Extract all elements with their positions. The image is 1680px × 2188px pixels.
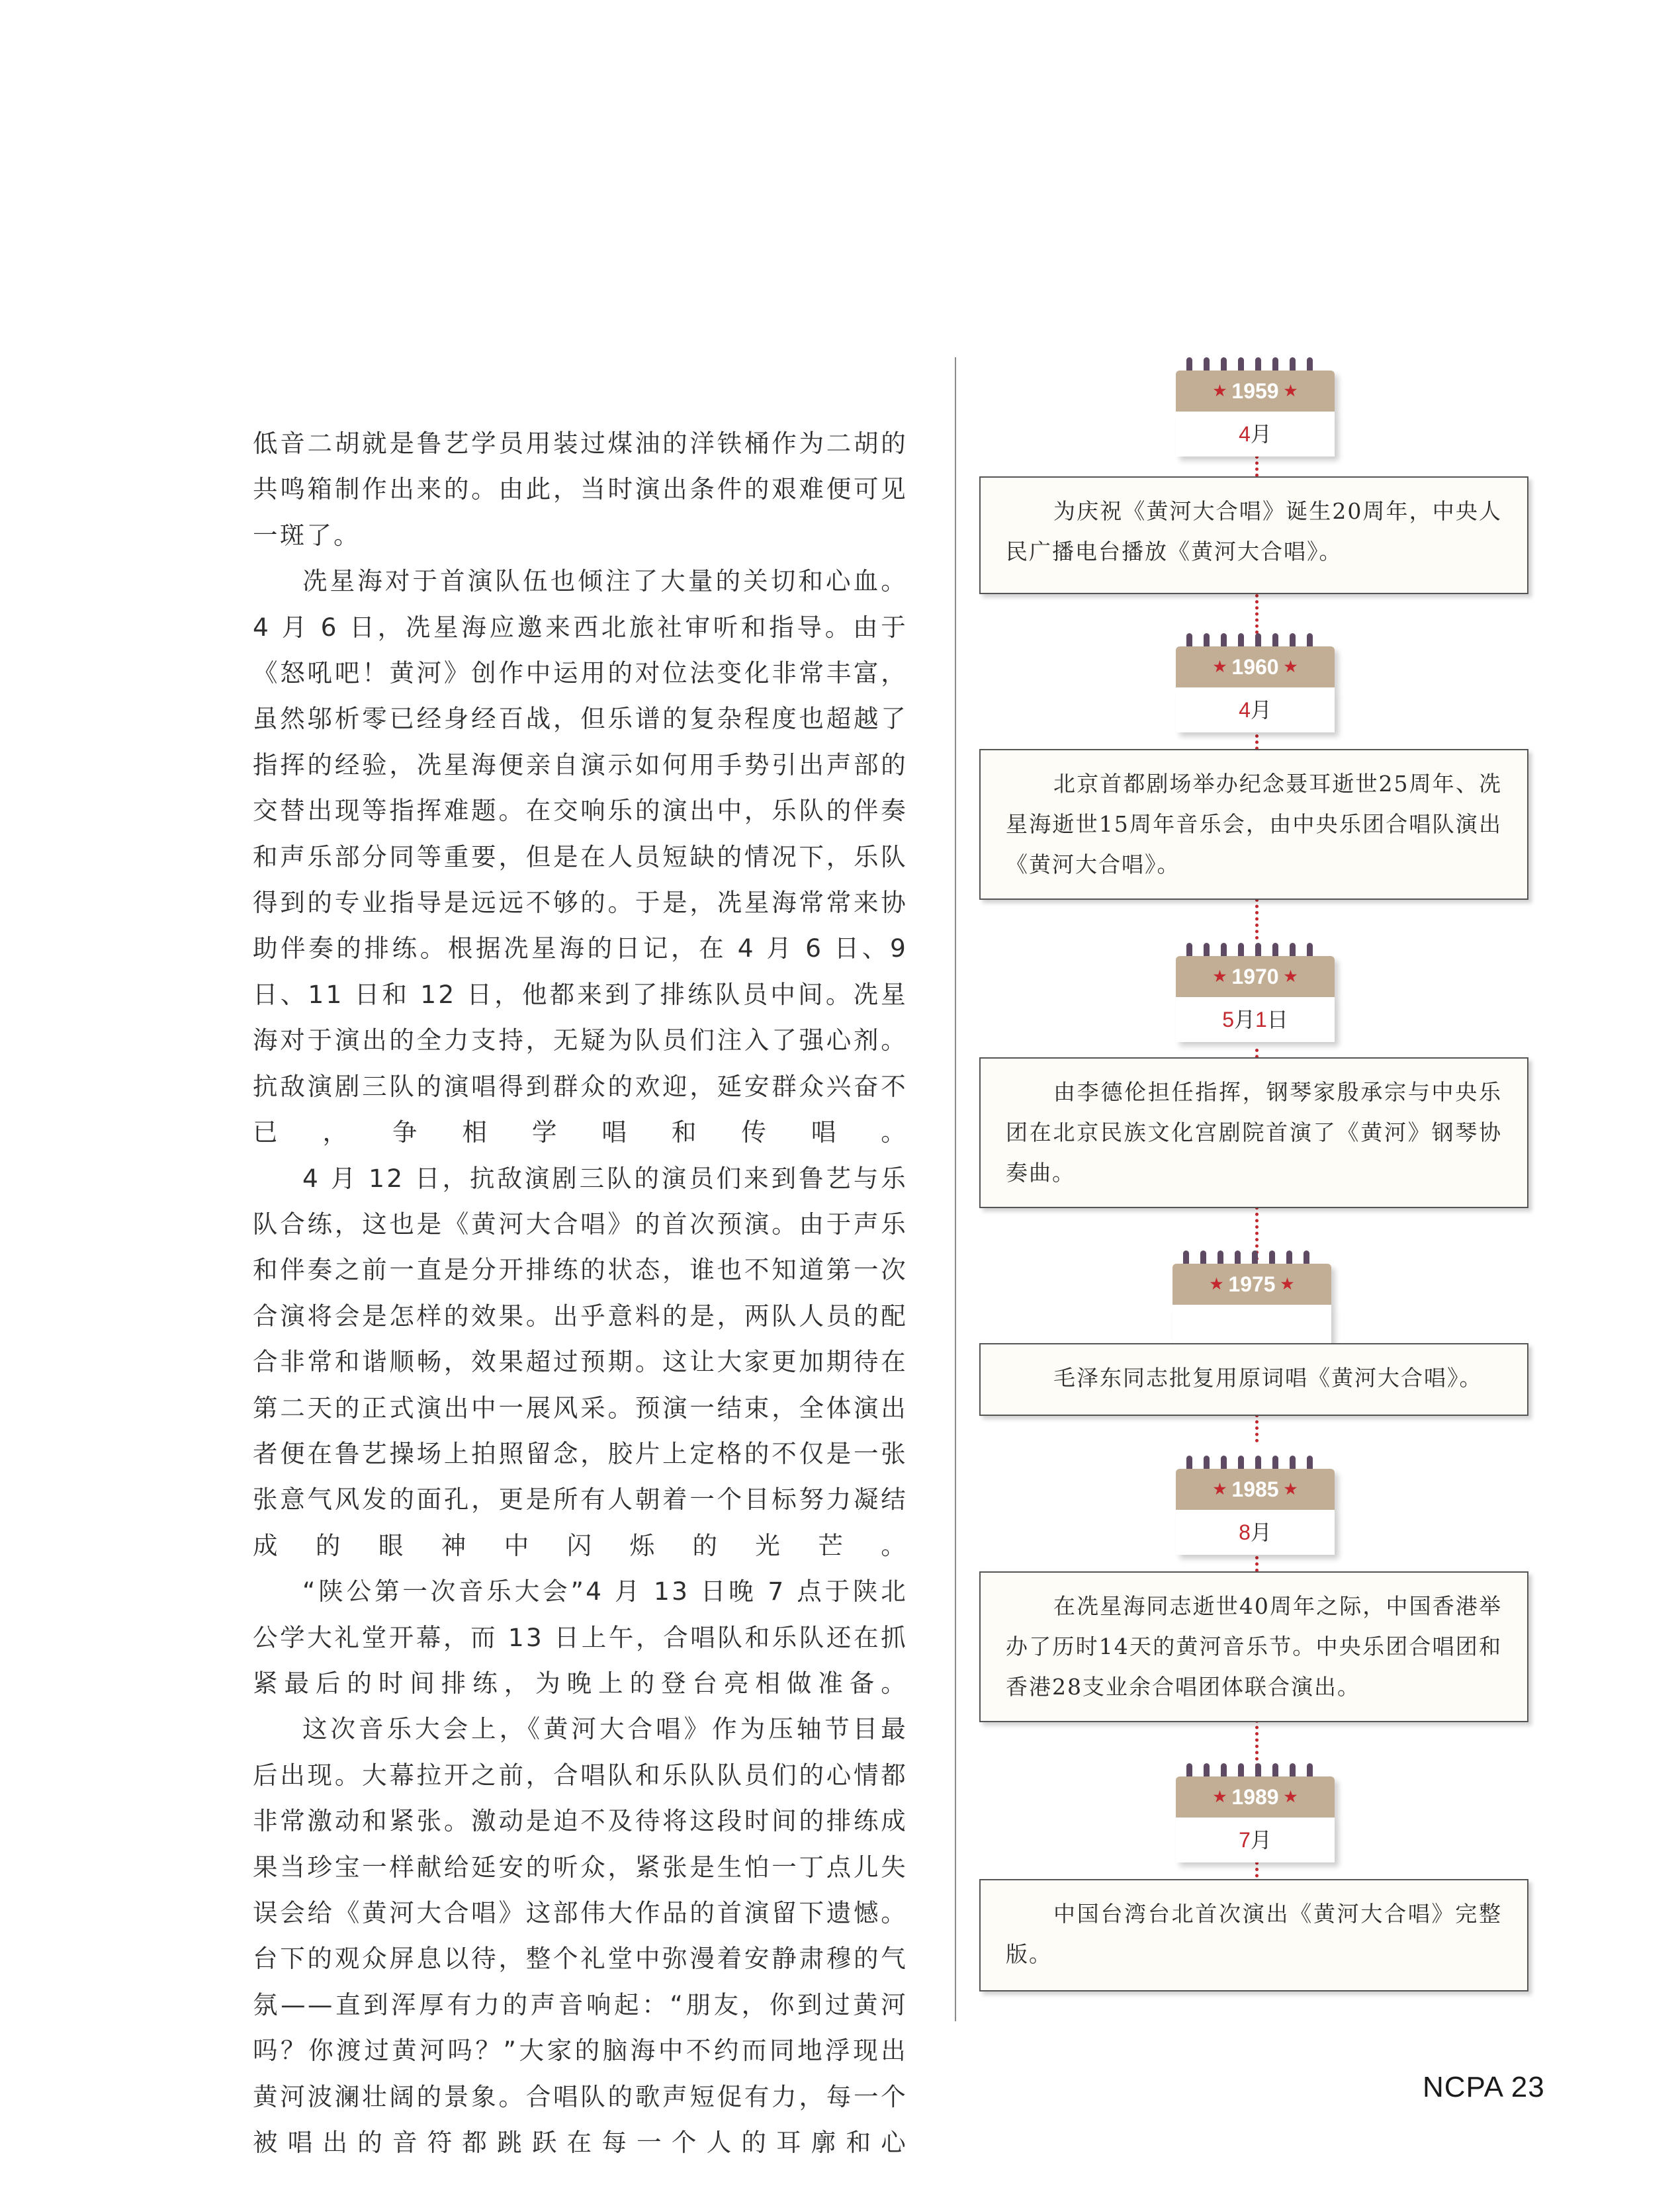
event-text: 北京首都剧场举办纪念聂耳逝世25周年、冼星海逝世15周年音乐会，由中央乐团合唱队演出《黄河大合唱》。 [1006, 771, 1502, 877]
year-label: 1960 [1231, 655, 1279, 679]
page-footer [1423, 2071, 1545, 2104]
timeline-event-box [979, 1571, 1528, 1722]
timeline-event-box [979, 1879, 1528, 1991]
timeline-event-box [979, 476, 1528, 594]
timeline: ★ 1959 ★ 4月 为庆祝《黄河大合唱》诞生20周年，中央人民广播电台播放《黄河大合唱》。 ★ 1960 ★ 4月 北京首都剧场举办纪念聂耳逝世25周年、冼星海逝世15周年音乐会，由中央乐团合唱队演出《黄河大合唱》。 ★ 1970 ★ 5月1日 由李德伦担任指挥，钢琴家殷承宗与中央乐团在北京民族文化宫剧院首演了《黄河》钢琴协奏曲。 ★ 1975 ★ 毛泽东同志批复用原词唱《黄河大合唱》。 ★ 1985 ★ 8月 在冼星海同志逝世40周年之际，中国香港举办了历时14天的黄河音乐节。中央乐团合唱团和香港28支业余合唱团体联合演出。 ★ 1989 ★ 7月 中国台湾台北首次演出《黄河大合唱》完整版。 [979, 344, 1548, 2025]
paragraph: 这次音乐大会上，《黄河大合唱》作为压轴节目最后出现。大幕拉开之前，合唱队和乐队队员们的心情都非常激动和紧张。激动是迫不及待将这段时间的排练成果当珍宝一样献给延安的听众，紧张是生怕一丁点儿失误会给《黄河大合唱》这部伟大作品的首演留下遗憾。台下的观众屏息以待，整个礼堂中弥漫着安静肃穆的气氛——直到浑厚有力的声音响起：“朋友，你到过黄河吗？你渡过黄河吗？”大家的脑海中不约而同地浮现出黄河波澜壮阔的景象。合唱队的歌声短促有力，每一个被唱出的音符都跳跃在每一个人的耳廓和心 [253, 1714, 908, 2158]
timeline-connector [1255, 594, 1259, 634]
year-label: 1959 [1231, 379, 1279, 403]
event-text: 为庆祝《黄河大合唱》诞生20周年，中央人民广播电台播放《黄河大合唱》。 [1006, 498, 1502, 564]
page-number: 23 [1511, 2071, 1545, 2103]
timeline-event-box [979, 1343, 1528, 1416]
month-number: 4 [1239, 422, 1251, 446]
month-number: 7 [1239, 1828, 1251, 1852]
year-label: 1985 [1231, 1477, 1279, 1501]
month-suffix: 月 [1250, 422, 1272, 446]
month-number: 5 [1222, 1008, 1234, 1031]
year-label: 1975 [1228, 1272, 1276, 1296]
magazine-name: NCPA [1423, 2071, 1503, 2103]
paragraph: 低音二胡就是鲁艺学员用装过煤油的洋铁桶作为二胡的共鸣箱制作出来的。由此，当时演出条件的艰难便可见一斑了。 [253, 429, 908, 550]
month-suffix: 月 [1250, 1520, 1272, 1544]
column-divider [955, 357, 956, 2021]
event-text: 中国台湾台北首次演出《黄河大合唱》完整版。 [1006, 1901, 1502, 1967]
month-suffix: 月 [1250, 698, 1272, 722]
month-number: 4 [1239, 698, 1251, 722]
paragraph: “陕公第一次音乐大会”4 月 13 日晚 7 点于陕北公学大礼堂开幕，而 13 日上午，合唱队和乐队还在抓紧最后的时间排练，为晚上的登台亮相做准备。 [253, 1577, 908, 1698]
year-label: 1989 [1231, 1785, 1279, 1809]
article-body [253, 421, 908, 2166]
month-suffix: 日 [1266, 1008, 1288, 1031]
day-number: 1 [1255, 1008, 1267, 1031]
month-number: 8 [1239, 1520, 1251, 1544]
paragraph: 4 月 12 日，抗敌演剧三队的演员们来到鲁艺与乐队合练，这也是《黄河大合唱》的首次预演。由于声乐和伴奏之前一直是分开排练的状态，谁也不知道第一次合演将会是怎样的效果。出乎意料的是，两队人员的配合非常和谐顺畅，效果超过预期。这让大家更加期待在第二天的正式演出中一展风采。预演一结束，全体演出者便在鲁艺操场上拍照留念，胶片上定格的不仅是一张张意气风发的面孔，更是所有人朝着一个目标努力凝结成的眼神中闪烁的光芒。 [253, 1163, 908, 1560]
month-suffix: 月 [1250, 1828, 1272, 1852]
year-label: 1970 [1231, 965, 1279, 988]
paragraph: 冼星海对于首演队伍也倾注了大量的关切和心血。4 月 6 日，冼星海应邀来西北旅社审听和指导。由于《怒吼吧！黄河》创作中运用的对位法变化非常丰富，虽然邬析零已经身经百战，但乐谱的复杂程度也超越了指挥的经验，冼星海便亲自演示如何用手势引出声部的交替出现等指挥难题。在交响乐的演出中，乐队的伴奏和声乐部分同等重要，但是在人员短缺的情况下，乐队得到的专业指导是远远不够的。于是，冼星海常常来协助伴奏的排练。根据冼星海的日记，在 4 月 6 日、9 日、11 日和 12 日，他都来到了排练队员中间。冼星海对于演出的全力支持，无疑为队员们注入了强心剂。抗敌演剧三队的演唱得到群众的欢迎，延安群众兴奋不已，争相学唱和传唱。 [253, 566, 908, 1147]
timeline-event-box [979, 1057, 1528, 1208]
event-text: 在冼星海同志逝世40周年之际，中国香港举办了历时14天的黄河音乐节。中央乐团合唱团和香港28支业余合唱团体联合演出。 [1006, 1593, 1502, 1700]
event-text: 毛泽东同志批复用原词唱《黄河大合唱》。 [1053, 1365, 1483, 1391]
event-text: 由李德伦担任指挥，钢琴家殷承宗与中央乐团在北京民族文化宫剧院首演了《黄河》钢琴协奏曲。 [1006, 1079, 1502, 1186]
timeline-event-box [979, 749, 1528, 900]
